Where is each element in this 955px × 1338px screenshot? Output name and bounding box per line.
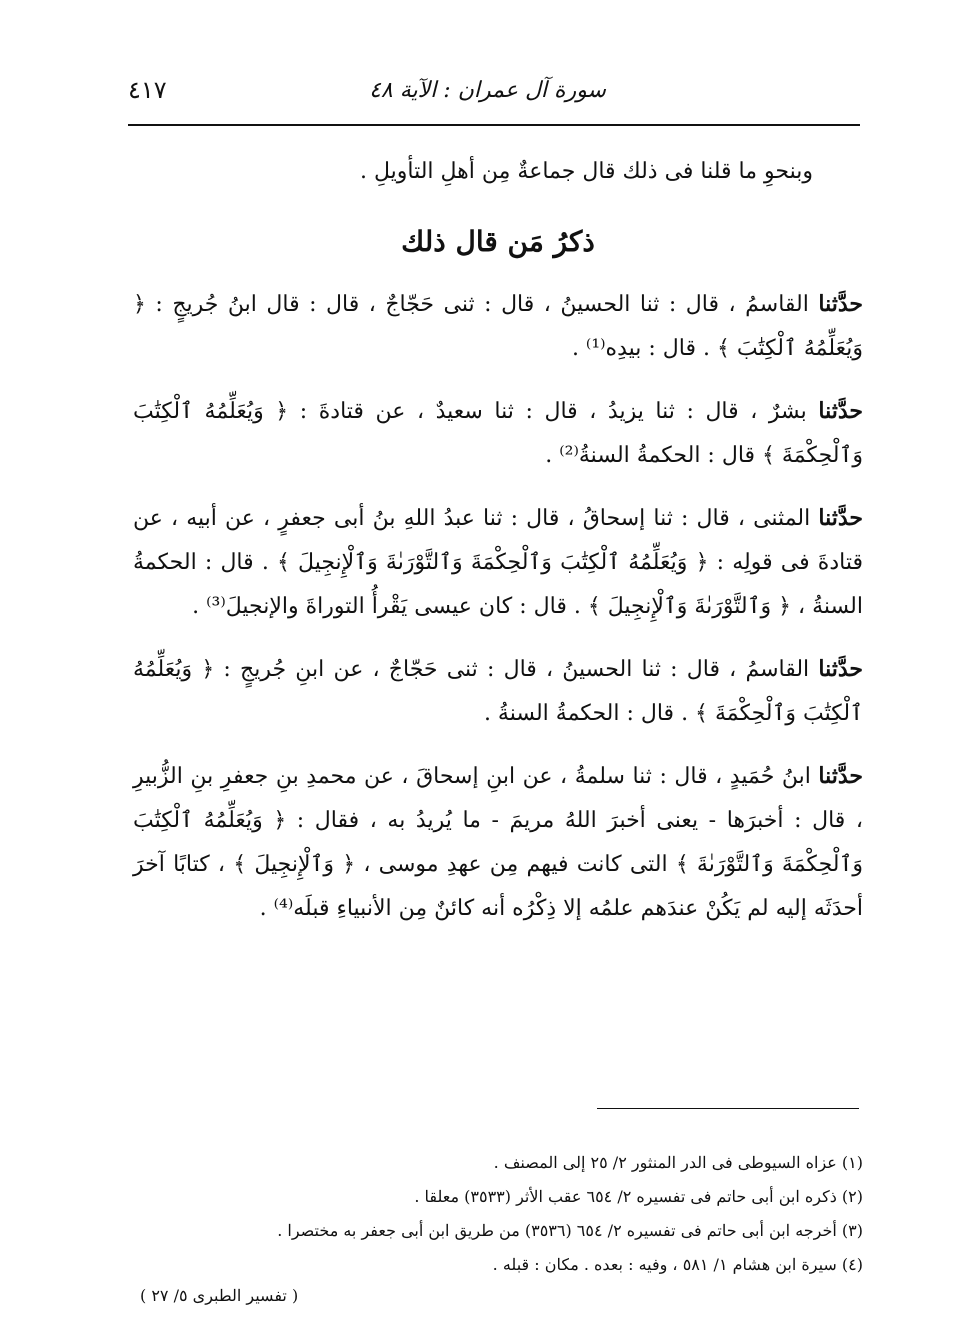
- paragraph-text: القاسمُ ، قال : ثنا الحسينُ ، قال : ثنى حَجّاجٌ ، عن ابنِ جُريجٍ : ﴿ وَيُعَلِّمُهُ ٱلْكِتَٰبَ وَٱلْحِكْمَةَ ﴾ . قال : الحكمةُ السنةُ .: [133, 657, 863, 726]
- footnote-3: (٣) أخرجه ابن أبى حاتم فى تفسيره ٢/ ٦٥٤ (٣٥٣٦) من طريق ابن أبى جعفر به مختصرا .: [277, 1221, 863, 1240]
- paragraph-text: المثنى ، قال : ثنا إسحاقُ ، قال : ثنا عبدُ اللهِ بنُ أبى جعفرٍ ، عن أبيه ، عن قتادةَ فى قولِه : ﴿ وَيُعَلِّمُهُ ٱلْكِتَٰبَ وَٱلْحِكْمَةَ وَٱلتَّوْرَىٰةَ وَٱلْإِنجِيلَ ﴾ . قال : الحكمةُ السنةُ ، ﴿ وَٱلتَّوْرَىٰةَ وَٱلْإِنجِيلَ ﴾ . قال : كان عيسى يَقْرأُ التوراةَ والإنجيلَ⁽³⁾ .: [133, 506, 863, 619]
- footnote-1: (١) عزاه السيوطى فى الدر المنثور ٢/ ٢٥ إلى المصنف .: [493, 1153, 863, 1172]
- running-header: [128, 72, 858, 112]
- narration-opener: حدَّثنا: [818, 291, 863, 317]
- hadith-paragraph: [133, 389, 863, 478]
- narration-opener: حدَّثنا: [818, 763, 864, 789]
- main-text: [133, 150, 863, 949]
- narration-opener: حدَّثنا: [818, 505, 863, 531]
- footnote-rule: [597, 1108, 859, 1109]
- page-number: ٤١٧: [128, 76, 167, 104]
- volume-signature: ( تفسير الطبرى ٥/ ٢٧ ): [140, 1286, 299, 1305]
- hadith-paragraph: [133, 496, 863, 629]
- paragraph-text: القاسمُ ، قال : ثنا الحسينُ ، قال : ثنى حَجّاجٌ ، قال : قال ابنُ جُريجٍ : ﴿ وَيُعَلِّمُهُ ٱلْكِتَٰبَ ﴾ . قال : بيدِه⁽¹⁾ .: [133, 292, 863, 361]
- section-title: ذكرُ مَن قال ذلك: [401, 225, 595, 258]
- running-header-title: سورة آل عمران : الآية ٤٨: [369, 78, 606, 103]
- hadith-paragraph: [133, 282, 863, 371]
- paragraph-text: بشرٌ ، قال : ثنا يزيدُ ، قال : ثنا سعيدٌ ، عن قتادةَ : ﴿ وَيُعَلِّمُهُ ٱلْكِتَٰبَ وَٱلْحِكْمَةَ ﴾ قال : الحكمةُ السنةُ⁽²⁾ .: [133, 399, 863, 468]
- header-rule: [128, 124, 860, 126]
- hadith-paragraph: [133, 647, 863, 736]
- intro-paragraph: وبنحوِ ما قلنا فى ذلك قال جماعةٌ مِن أهلِ التأويلِ .: [359, 159, 813, 184]
- footnote-4: (٤) سيرة ابن هشام ١/ ٥٨١ ، وفيه : بعده . مكان : قبله .: [492, 1255, 863, 1274]
- narration-opener: حدَّثنا: [818, 398, 863, 424]
- hadith-paragraph: [133, 754, 863, 931]
- footnotes: [133, 1146, 863, 1282]
- narration-opener: حدَّثنا: [818, 656, 863, 682]
- paragraph-text: ابنُ حُمَيدٍ ، قال : ثنا سلمةُ ، عن ابنِ إسحاقَ ، عن محمدِ بنِ جعفرِ بنِ الزُّبيرِ ، قال : أخبرَها - يعنى أخبرَ اللهُ مريمَ - ما يُريدُ به ، فقال : ﴿ وَيُعَلِّمُهُ ٱلْكِتَٰبَ وَٱلْحِكْمَةَ وَٱلتَّوْرَىٰةَ ﴾ التى كانت فيهم مِن عهدِ موسى ، ﴿ وَٱلْإِنجِيلَ ﴾ ، كتابًا آخرَ أحدَثَه إليه لم يَكُنْ عندَهم علمُه إلا ذِكْرُه أنه كائنٌ مِن الأنبياءِ قبلَه⁽⁴⁾ .: [133, 764, 863, 921]
- footnote-2: (٢) ذكره ابن أبى حاتم فى تفسيره ٢/ ٦٥٤ عقب الأثر (٣٥٣٣) معلقا .: [414, 1187, 863, 1206]
